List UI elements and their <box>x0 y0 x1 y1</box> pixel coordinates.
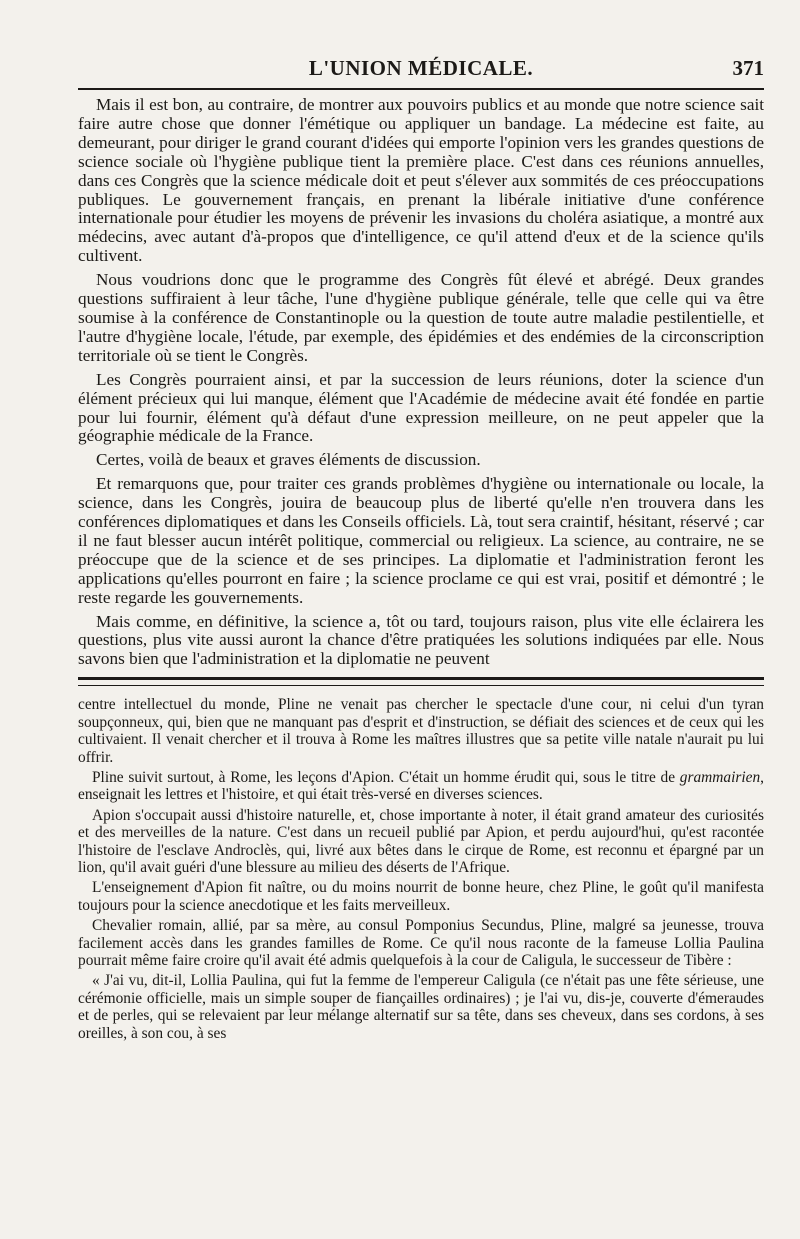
italic-term: grammairien <box>679 768 761 786</box>
paragraph: Mais il est bon, au contraire, de montrer aux pouvoirs publics et au monde que notre science sait faire autre chose que donner l'émétique ou appliquer un bandage. La médecine est faite, au demeurant, pour diriger le grand courant d'idées qui emporte l'opinion vers les grandes questions de science sociale où l'hygiène publique tient la première place. C'est dans ces réunions annuelles, dans ces Congrès que la science médicale doit et peut s'élever aux sommités de ces préoccupations publiques. Le gouvernement français, en prenant la libérale initiative d'une conférence internationale pour étudier les moyens de prévenir les invasions du choléra asiatique, a montré aux médecins, avec autant d'à-propos que d'intelligence, ce qu'il attend d'eux et de la science qu'ils cultivent. <box>78 95 764 266</box>
main-text <box>78 96 764 669</box>
feuilleton-divider <box>78 677 764 686</box>
feuilleton-paragraph <box>78 769 764 804</box>
feuilleton-paragraph: « J'ai vu, dit-il, Lollia Paulina, qui fut la femme de l'empereur Caligula (ce n'était pas une fête sérieuse, une cérémonie officielle, mais un simple souper de fiançailles ordinaires) ; je l'ai vu, dis-je, couverte d'émeraudes et de perles, qui se relevaient par leur mélange alternatif sur sa tête, dans ses cheveux, dans ses cordons, à ses oreilles, à son cou, à ses <box>78 972 764 1042</box>
text-run: Pline suivit surtout, à Rome, les leçons d'Apion. C'était un homme érudit qui, sous le titre de <box>92 768 680 786</box>
paragraph: Nous voudrions donc que le programme des Congrès fût élevé et abrégé. Deux grandes questions suffiraient à leur tâche, l'une d'hygiène publique générale, telle que celle qui va être soumise à la conférence de Constantinople ou la question de toute autre maladie pestilentielle, et l'autre d'hygiène locale, l'étude, par exemple, des épidémies et des endémies de la circonscription territoriale où se tient le Congrès. <box>78 270 764 365</box>
feuilleton-text <box>78 696 764 1042</box>
feuilleton-paragraph: L'enseignement d'Apion fit naître, ou du moins nourrit de bonne heure, chez Pline, le goût qu'il manifesta toujours pour la science anecdotique et les faits merveilleux. <box>78 879 764 914</box>
page-number: 371 <box>732 56 764 80</box>
feuilleton-paragraph: Chevalier romain, allié, par sa mère, au consul Pomponius Secundus, Pline, malgré sa jeunesse, trouva facilement accès dans les grandes familles de Rome. Ce qu'il nous raconte de la fameuse Lollia Paulina pourrait même faire croire qu'il avait été admis quelquefois à la cour de Caligula, le successeur de Tibère : <box>78 917 764 969</box>
paragraph: Mais comme, en définitive, la science a, tôt ou tard, toujours raison, plus vite elle éclairera les questions, plus vite aussi auront la chance d'être pratiquées les solutions indiquées par elle. Nous savons bien que l'administration et la diplomatie ne peuvent <box>78 611 764 669</box>
paragraph: Certes, voilà de beaux et graves éléments de discussion. <box>96 450 481 470</box>
text-run: , enseignait les lettres et l'histoire, et qui était très-versé en diverses sciences. <box>78 768 764 804</box>
paragraph: Les Congrès pourraient ainsi, et par la succession de leurs réunions, doter la science d'un élément précieux qui lui manque, élément que l'Académie de médecine avait été fondée en partie pour lui fournir, élément qu'à défaut d'une expression meilleure, on ne peut appeler que la géographie médicale de la France. <box>78 369 764 446</box>
paragraph: Et remarquons que, pour traiter ces grands problèmes d'hygiène ou internationale ou locale, la science, dans les Congrès, jouira de beaucoup plus de liberté qu'elle n'en trouvera dans les conférences diplomatiques et dans les Conseils officiels. Là, tout sera craintif, hésitant, réservé ; car il ne faut blesser aucun intérêt politique, commercial ou religieux. La science, au contraire, ne se préoccupe que de la science et de ses principes. La diplomatie et l'administration feront les applications qu'elles pourront en faire ; la science proclame ce qui est vrai, positif et démontré ; le reste regarde les gouvernements. <box>78 474 764 607</box>
feuilleton-paragraph: centre intellectuel du monde, Pline ne venait pas chercher le spectacle d'une cour, ni celui d'un tyran soupçonneux, qui, bien que ne manquant pas d'esprit et d'instruction, se défiait des sciences et de ceux qui les cultivaient. Il venait chercher et il trouva à Rome les maîtres illustres que sa petite ville natale n'aurait pu lui offrir. <box>78 696 764 766</box>
header-rule <box>78 88 764 90</box>
journal-title: L'UNION MÉDICALE. <box>308 56 534 80</box>
running-head <box>78 52 764 88</box>
feuilleton-paragraph: Apion s'occupait aussi d'histoire naturelle, et, chose importante à noter, il était grand amateur des curiosités et des merveilles de la nature. C'est dans un recueil publié par Apion, et perdu aujourd'hui, qu'est racontée l'histoire de l'esclave Androclès, qui, livré aux bêtes dans le cirque de Rome, est reconnu et épargné par un lion, qu'il avait guéri d'une blessure au milieu des déserts de l'Afrique. <box>78 806 764 876</box>
